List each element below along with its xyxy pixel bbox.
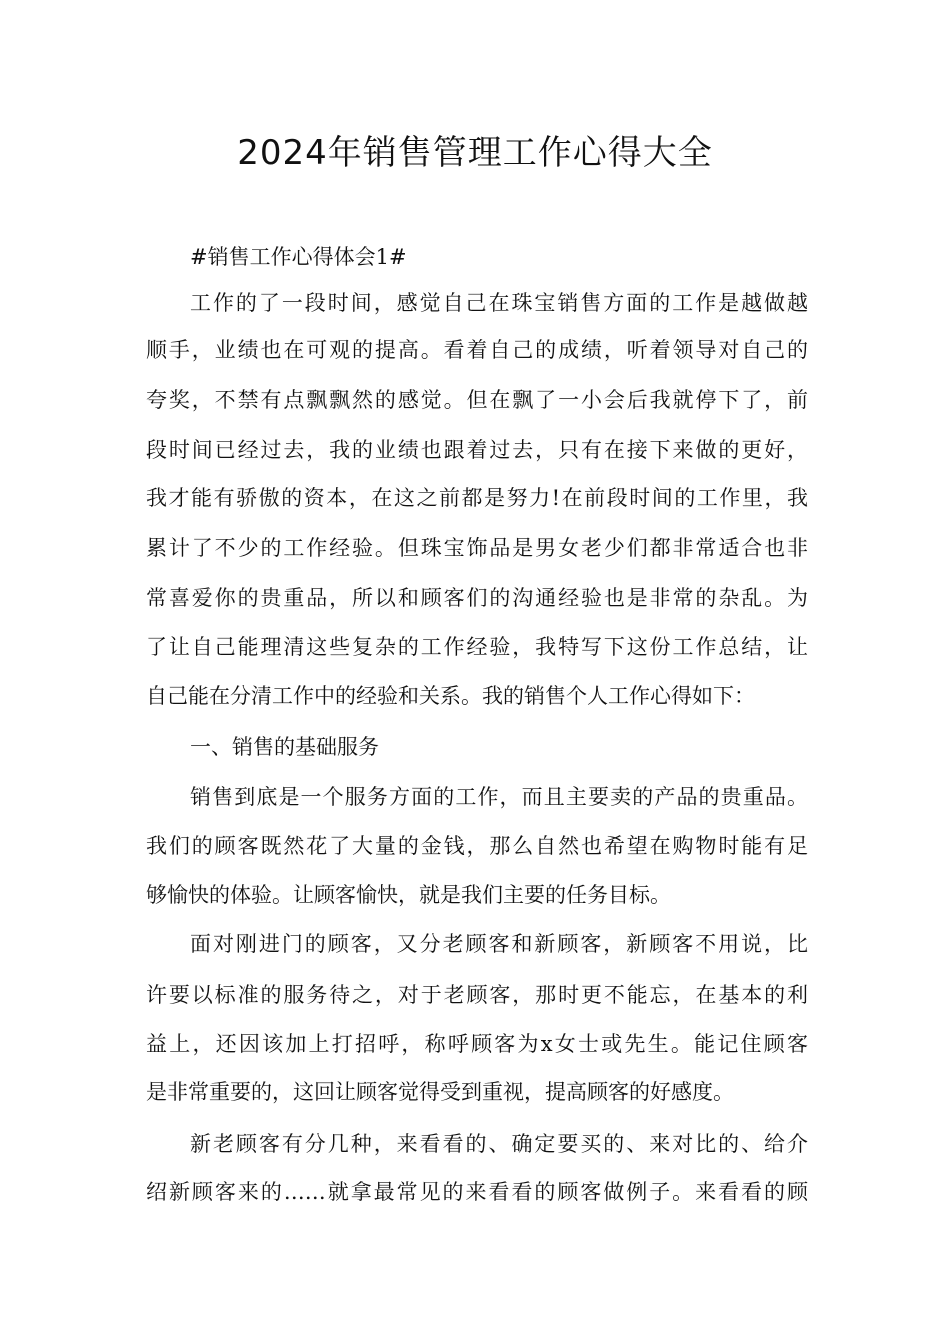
paragraph-line: 新老顾客有分几种，来看看的、确定要买的、来对比的、给介: [190, 1132, 808, 1156]
paragraph-line: 工作的了一段时间，感觉自己在珠宝销售方面的工作是越做越: [190, 291, 808, 315]
paragraph-line: 够愉快的体验。让顾客愉快，就是我们主要的任务目标。: [146, 883, 671, 907]
paragraph-line: 段时间已经过去，我的业绩也跟着过去，只有在接下来做的更好，: [146, 438, 808, 462]
paragraph-line: 面对刚进门的顾客，又分老顾客和新顾客，新顾客不用说，比: [190, 932, 808, 956]
paragraph-line: 常喜爱你的贵重品，所以和顾客们的沟通经验也是非常的杂乱。为: [146, 586, 808, 610]
paragraph-line: 夸奖，不禁有点飘飘然的感觉。但在飘了一小会后我就停下了，前: [146, 388, 808, 412]
paragraph-line: 是非常重要的，这回让顾客觉得受到重视，提高顾客的好感度。: [146, 1080, 734, 1104]
section-heading: #销售工作心得体会1#: [190, 245, 407, 269]
paragraph-line: 自己能在分清工作中的经验和关系。我的销售个人工作心得如下：: [146, 684, 755, 708]
paragraph-line: 销售到底是一个服务方面的工作，而且主要卖的产品的贵重品。: [190, 785, 808, 809]
paragraph-line: 顺手，业绩也在可观的提高。看着自己的成绩，听着领导对自己的: [146, 338, 808, 362]
paragraph-line: 益上，还因该加上打招呼，称呼顾客为x女士或先生。能记住顾客: [146, 1032, 808, 1056]
document-title: 2024年销售管理工作心得大全: [237, 133, 713, 173]
paragraph-line: 累计了不少的工作经验。但珠宝饰品是男女老少们都非常适合也非: [146, 536, 808, 560]
section-heading: 一、销售的基础服务: [190, 735, 379, 759]
paragraph-line: 绍新顾客来的……就拿最常见的来看看的顾客做例子。来看看的顾: [146, 1180, 808, 1204]
paragraph-line: 我才能有骄傲的资本，在这之前都是努力!在前段时间的工作里，我: [146, 486, 808, 510]
paragraph-line: 许要以标准的服务待之，对于老顾客，那时更不能忘，在基本的利: [146, 983, 808, 1007]
paragraph-line: 我们的顾客既然花了大量的金钱，那么自然也希望在购物时能有足: [146, 834, 808, 858]
paragraph-line: 了让自己能理清这些复杂的工作经验，我特写下这份工作总结，让: [146, 635, 808, 659]
